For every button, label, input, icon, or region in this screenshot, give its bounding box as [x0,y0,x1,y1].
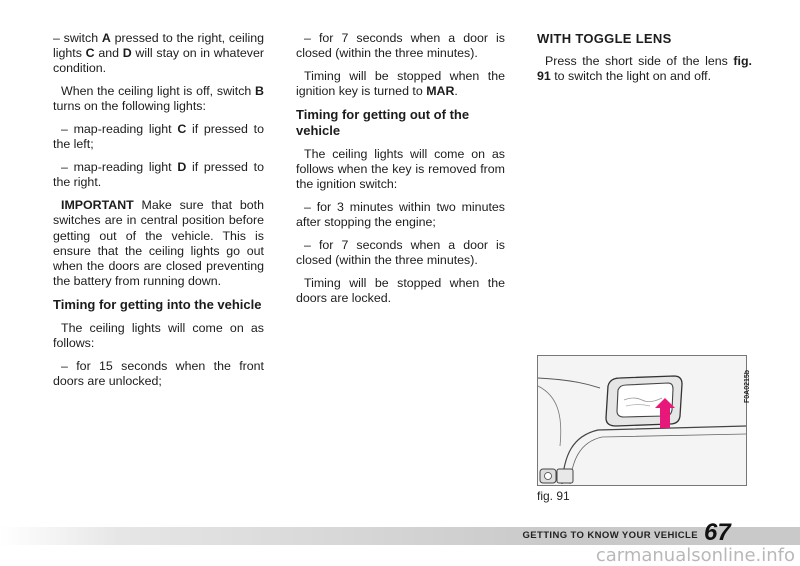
paragraph: Timing will be stopped when the ignition key is turned to MAR. [296,69,505,99]
important-note: IMPORTANT Make sure that both switches are in central position before getting out of the vehicle. This is ensure that the ceiling lights go out when the doors are closed preventing the battery from running down. [53,198,264,289]
press-arrow-icon [538,356,746,485]
page-number: 67 [704,519,731,546]
footer-section-title: GETTING TO KNOW YOUR VEHICLE [522,530,698,541]
section-title: WITH TOGGLE LENS [537,31,672,46]
figure-caption: fig. 91 [537,489,570,503]
paragraph: The ceiling lights will come on as follows when the key is removed from the ignition switch: [296,146,505,191]
paragraph: – for 7 seconds when a door is closed (within the three minutes). [296,31,505,61]
paragraph: Timing will be stopped when the doors are locked. [296,275,505,305]
watermark: carmanualsonline.info [595,545,795,566]
figure-91-illustration [537,355,747,486]
figure-code: F0A0215b [744,369,751,403]
section-heading: Timing for getting into the vehicle [53,297,262,313]
paragraph: – for 7 seconds when a door is closed (within the three minutes). [296,237,505,267]
paragraph: Press the short side of the lens fig. 91 to switch the light on and off. [537,53,752,83]
text-column-1 [53,31,264,397]
paragraph: The ceiling lights will come on as follows: [53,320,264,350]
paragraph: – map-reading light D if pressed to the right. [53,160,264,190]
paragraph: When the ceiling light is off, switch B turns on the following lights: [53,84,264,114]
paragraph: – for 15 seconds when the front doors are unlocked; [53,358,264,388]
section-heading: Timing for getting out of the vehicle [296,107,470,138]
paragraph: – map-reading light C if pressed to the left; [53,122,264,152]
text-column-3 [537,31,752,92]
paragraph: – switch A pressed to the right, ceiling lights C and D will stay on in whatever condition. [53,31,265,76]
paragraph: – for 3 minutes within two minutes after stopping the engine; [296,199,505,229]
text-column-2 [296,31,505,314]
